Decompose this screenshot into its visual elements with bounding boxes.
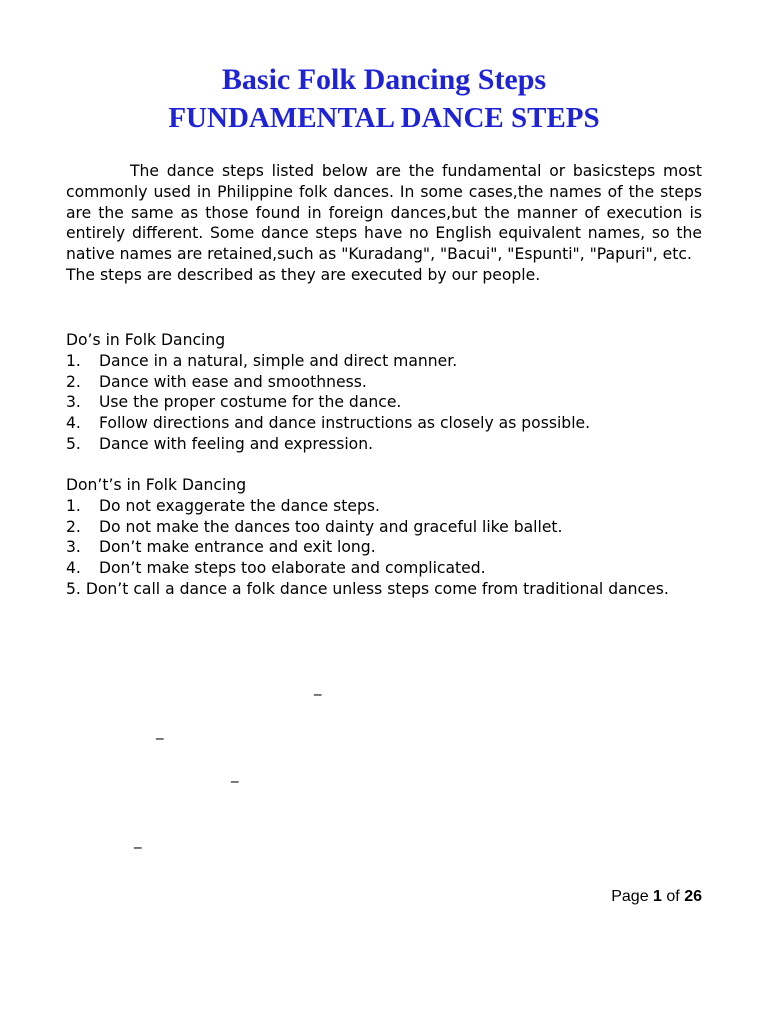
list-item-text: Dance in a natural, simple and direct manner. — [99, 351, 458, 370]
list-item-text: Don’t make entrance and exit long. — [99, 538, 376, 557]
document-title: Basic Folk Dancing Steps — [221, 63, 547, 96]
list-item — [66, 537, 702, 558]
list-item-text: Dance with ease and smoothness. — [99, 372, 367, 391]
list-item-number: 2. — [66, 372, 81, 391]
blank-dash: _ — [156, 722, 164, 740]
list-item-number: 5. — [66, 434, 81, 453]
page-of: of — [666, 888, 680, 905]
list-item-text: Do not make the dances too dainty and graceful like ballet. — [99, 517, 563, 536]
list-item — [66, 496, 702, 517]
list-item — [66, 413, 702, 434]
page-current: 1 — [653, 888, 662, 905]
list-item-number: 2. — [66, 517, 81, 536]
list-item-text: Do not exaggerate the dance steps. — [99, 496, 380, 515]
donts-list — [66, 496, 702, 600]
list-item — [66, 392, 702, 413]
intro-section — [66, 161, 702, 286]
page-total: 26 — [684, 888, 702, 905]
list-item — [66, 434, 702, 455]
list-item-number: 3. — [66, 538, 81, 557]
document-subtitle: FUNDAMENTAL DANCE STEPS — [168, 102, 600, 134]
list-item-number: 1. — [66, 496, 81, 515]
dos-section — [66, 330, 702, 455]
list-item-number: 4. — [66, 414, 81, 433]
blank-dash: _ — [314, 678, 322, 696]
page-number — [611, 886, 702, 908]
blank-dash: _ — [134, 831, 142, 849]
list-item-number: 5. — [66, 579, 81, 598]
list-item — [66, 372, 702, 393]
donts-heading: Don’t’s in Folk Dancing — [66, 476, 247, 494]
blank-dash: _ — [231, 765, 239, 783]
list-item-text: Don’t make steps too elaborate and complicated. — [99, 559, 486, 578]
dos-heading: Do’s in Folk Dancing — [66, 331, 226, 349]
list-item-text: Use the proper costume for the dance. — [99, 393, 402, 412]
list-item-number: 3. — [66, 393, 81, 412]
list-item-number: 4. — [66, 559, 81, 578]
donts-section — [66, 475, 702, 600]
list-item — [66, 517, 702, 538]
list-item-text: Dance with feeling and expression. — [99, 434, 374, 453]
page-prefix: Page — [611, 888, 649, 905]
list-item — [66, 558, 702, 579]
intro-paragraph: The dance steps listed below are the fundamental or basicsteps most commonly used in Philippine folk dances. In some cases,the names of the steps are the same as those found in foreign dances,but the manner of execution is entirely different. Some dance steps have no English equivalent names, so the native names are retained,such as "Kuradang", "Bacui", "Espunti", "Papuri", etc. — [66, 162, 702, 264]
dos-list — [66, 351, 702, 455]
list-item — [66, 579, 702, 600]
list-item-text: Follow directions and dance instructions as closely as possible. — [99, 414, 591, 433]
intro-last-line: The steps are described as they are executed by our people. — [66, 265, 541, 284]
list-item — [66, 351, 702, 372]
list-item-number: 1. — [66, 351, 81, 370]
list-item-text: Don’t call a dance a folk dance unless steps come from traditional dances. — [85, 579, 669, 598]
